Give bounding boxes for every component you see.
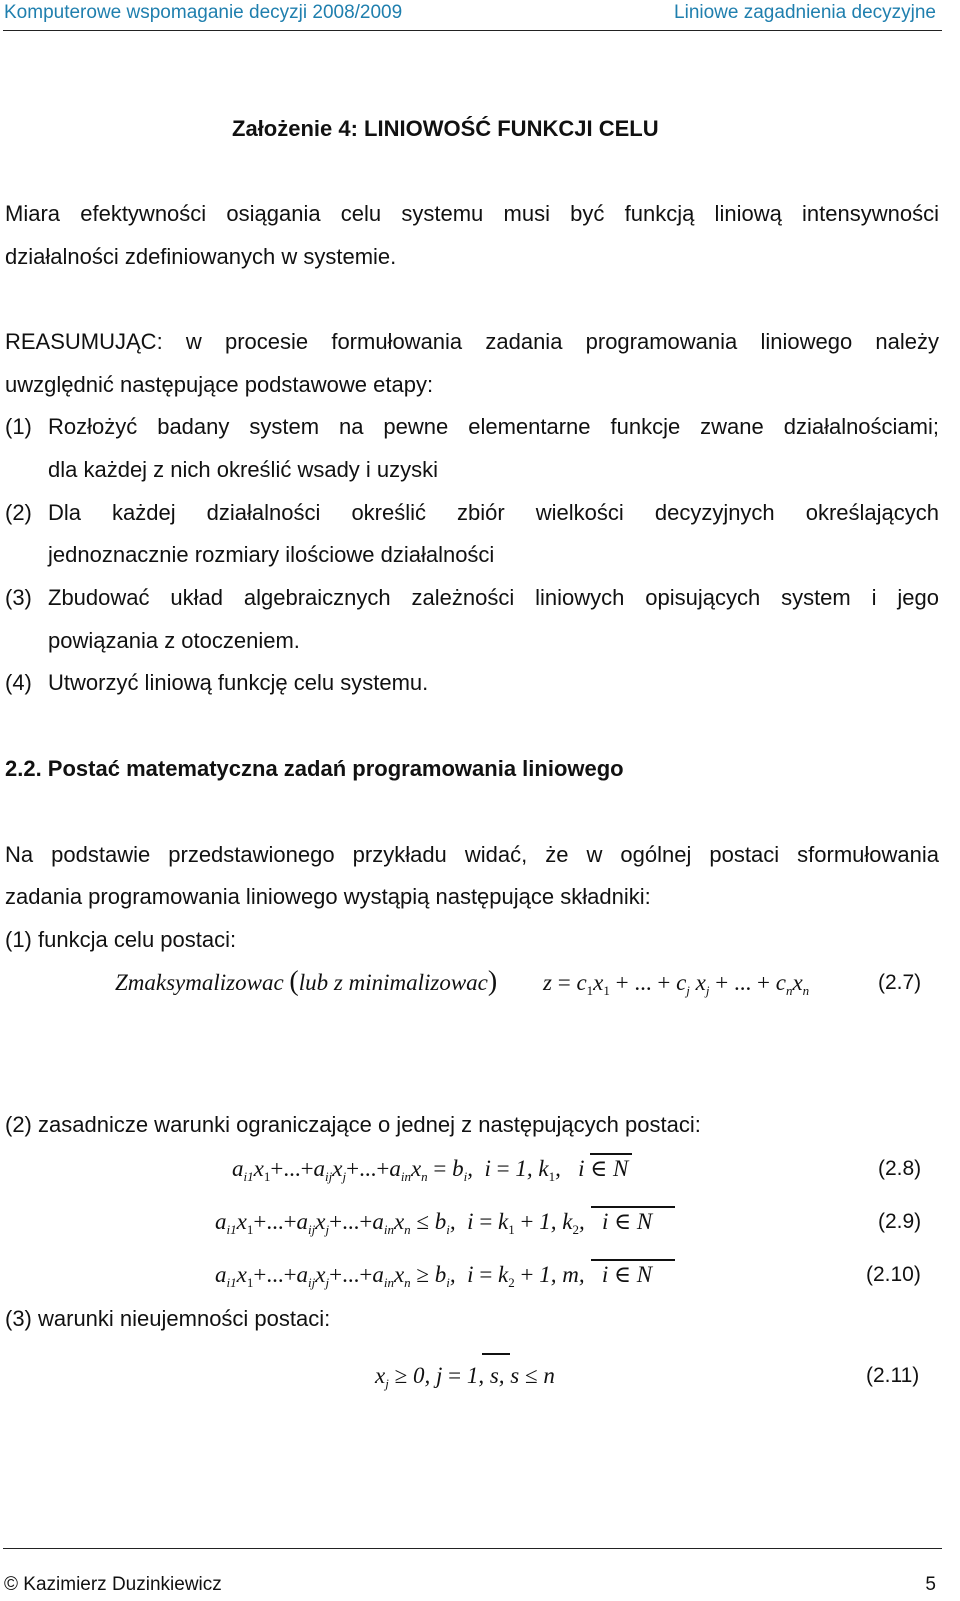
equation-number-2-7: (2.7) <box>878 971 922 994</box>
section-intro-line2: zadania programowania liniowego wystąpią następujące składniki: <box>5 884 651 909</box>
equation-number-2-11: (2.11) <box>866 1364 920 1387</box>
objective-function-formula: Zmaksymalizowac (lub z minimalizowac) <box>115 966 498 997</box>
step-1-line2: dla każdej z nich określić wsady i uzyski <box>48 457 439 482</box>
constraint-greater-equal-formula: $a_{i1}x_1+...+a_{ij}x_j+...+a_{in}x_n \ge b_i$, $i = k_2 + 1$, m, i ∈ N <box>215 1262 653 1290</box>
item-nonnegativity: (3) warunki nieujemności postaci: <box>5 1306 331 1331</box>
overline-range-4 <box>482 1353 510 1355</box>
overline-range-3 <box>591 1259 675 1261</box>
step-2-line1: Dla każdej działalności określić zbiór wielkości decyzyjnych określających <box>48 500 939 525</box>
item-objective-function: (1) funkcja celu postaci: <box>5 927 237 952</box>
footer-author: © Kazimierz Duzinkiewicz <box>4 1574 222 1595</box>
equation-number-2-10: (2.10) <box>866 1263 921 1286</box>
section-title: 2.2. Postać matematyczna zadań programowania liniowego <box>5 756 624 781</box>
summary-line1: REASUMUJĄC: w procesie formułowania zadania programowania liniowego należy <box>5 329 939 354</box>
step-4-line1: Utworzyć liniową funkcję celu systemu. <box>48 670 429 695</box>
step-4-number: (4) <box>5 670 32 695</box>
step-3-number: (3) <box>5 585 32 610</box>
item-main-constraints: (2) zasadnicze warunki ograniczające o jednej z następujących postaci: <box>5 1112 701 1137</box>
assumption-title: Założenie 4: LINIOWOŚĆ FUNKCJI CELU <box>232 116 659 141</box>
constraint-less-equal-formula: $a_{i1}x_1+...+a_{ij}x_j+...+a_{in}x_n \le b_i$, $i = k_1 + 1$, $k_2$, i ∈ N <box>215 1209 653 1237</box>
overline-range-1 <box>590 1153 632 1155</box>
footer-rule <box>3 1548 942 1549</box>
assumption-text-line2: działalności zdefiniowanych w systemie. <box>5 244 397 269</box>
step-1-line1: Rozłożyć badany system na pewne elementarne funkcje zwane działalnościami; <box>48 414 939 439</box>
header-chapter-title: Liniowe zagadnienia decyzyjne <box>674 2 936 23</box>
section-intro-line1: Na podstawie przedstawionego przykładu widać, że w ogólnej postaci sformułowania <box>5 842 939 867</box>
step-3-line1: Zbudować układ algebraicznych zależności liniowych opisujących system i jego <box>48 585 939 610</box>
nonnegativity-formula: $x_j \ge 0$, j = 1, s, s ≤ n <box>375 1363 555 1391</box>
assumption-text-line1: Miara efektywności osiągania celu systemu musi być funkcją liniową intensywności <box>5 201 939 226</box>
footer-page-number: 5 <box>925 1574 936 1595</box>
summary-line2: uwzględnić następujące podstawowe etapy: <box>5 372 434 397</box>
step-1-number: (1) <box>5 414 32 439</box>
step-2-number: (2) <box>5 500 32 525</box>
constraint-equality-formula: $a_{i1}x_1+...+a_{ij}x_j+...+a_{in}x_n = b_i$, i = 1, $k_1$, i ∈ N <box>232 1156 629 1184</box>
header-course-title: Komputerowe wspomaganie decyzji 2008/2009 <box>4 2 403 23</box>
step-3-line2: powiązania z otoczeniem. <box>48 628 300 653</box>
header-rule <box>3 30 942 31</box>
equation-number-2-8: (2.8) <box>878 1157 922 1180</box>
equation-number-2-9: (2.9) <box>878 1210 922 1233</box>
step-2-line2: jednoznacznie rozmiary ilościowe działalności <box>48 542 495 567</box>
overline-range-2 <box>591 1206 675 1208</box>
objective-function-sum: $z = c_1x_1$ + ... + $c_j$ $x_j$ + ... + $c_nx_n$ <box>543 970 810 998</box>
